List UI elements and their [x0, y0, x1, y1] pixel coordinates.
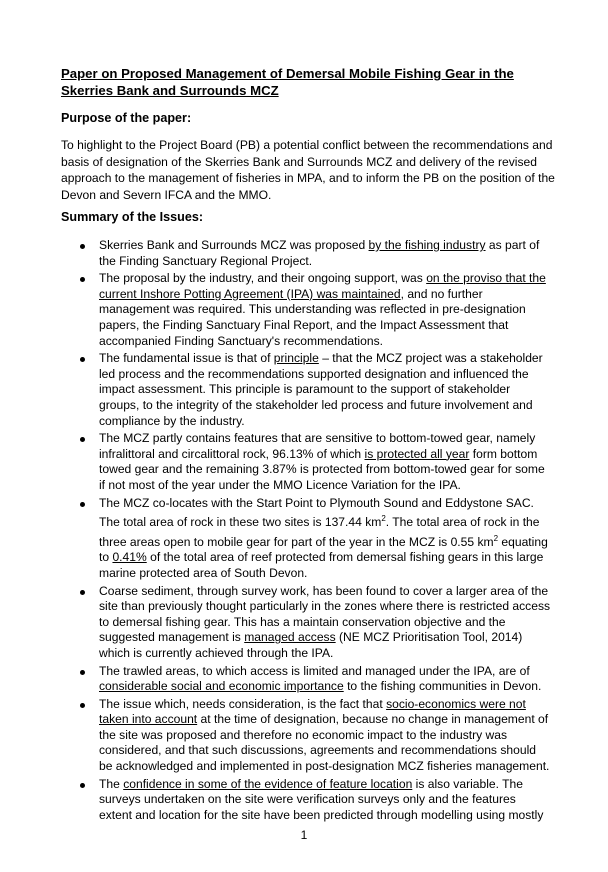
bullet-text: The trawled areas, to which access is limited and managed under the IPA, are of considerable social and economic importance to the fishing communities in Devon.: [99, 663, 542, 694]
bullet-dot-icon: [80, 277, 85, 282]
bullet-item-2: [61, 271, 551, 349]
bullet-text: Skerries Bank and Surrounds MCZ was proposed by the fishing industry as part of the Finding Sanctuary Regional Project.: [99, 238, 540, 268]
bullet-item-5: [61, 496, 551, 582]
bullet-text: The fundamental issue is that of principle – that the MCZ project was a stakeholder led process and the recommendations supported designation and influenced the impact assessment. This principle is paramount to the support of stakeholder groups, to the integrity of the stakeholder led process and future involvement and compliance by the industry.: [99, 351, 543, 428]
bullet-dot-icon: [80, 783, 85, 788]
purpose-paragraph: To highlight to the Project Board (PB) a potential conflict between the recommendations and basis of designation of the Skerries Bank and Surrounds MCZ and delivery of the revised approach to the management of fisheries in MPA, and to inform the PB on the position of the Devon and Severn IFCA and the MMO.: [61, 138, 555, 202]
bullet-text: The MCZ co-locates with the Start Point to Plymouth Sound and Eddystone SAC. The total area of rock in these two sites is 137.44 $km^2$. The total area of rock in the three areas open to mobile gear for part of the year in the MCZ is 0.55 $km^2$ equating to 0.41% of the total area of reef protected from demersal fishing gears in this large marine protected area of South Devon.: [99, 495, 548, 580]
bullet-item-4: [61, 431, 551, 493]
bullet-dot-icon: [80, 670, 85, 675]
bullet-dot-icon: [80, 437, 85, 442]
purpose-heading: Purpose of the paper:: [61, 111, 192, 125]
bullet-item-1: [61, 238, 551, 269]
bullet-dot-icon: [80, 703, 85, 708]
bullet-item-6: [61, 584, 551, 662]
bullet-text: Coarse sediment, through survey work, has been found to cover a larger area of the site than previously thought particularly in the zones where there is restricted access to demersal fishing gear. This has a maintain conservation objective and the suggested management is managed access (NE MCZ Prioritisation Tool, 2014) which is currently achieved through the IPA.: [99, 583, 551, 660]
bullet-item-8: [61, 697, 551, 775]
bullet-dot-icon: [80, 502, 85, 507]
page-number: 1: [300, 828, 308, 842]
bullet-item-3: [61, 351, 551, 429]
bullet-item-7: [61, 664, 551, 695]
bullet-dot-icon: [80, 590, 85, 595]
bullet-text: The issue which, needs consideration, is the fact that socio-economics were not taken into account at the time of designation, because no change in management of the site was proposed and therefore no economic impact to the industry was considered, and that such discussions, agreements and recommendations should be acknowledged and implemented in post-designation MCZ fisheries management.: [99, 696, 550, 774]
bullet-text: The confidence in some of the evidence of feature location is also variable. The surveys undertaken on the site were verification surveys only and the features extent and location for the site have been predicted through modelling using mostly: [99, 776, 544, 822]
document-title: Paper on Proposed Management of Demersal Mobile Fishing Gear in the Skerries Bank and Surrounds MCZ: [61, 66, 514, 98]
bullet-item-9: [61, 777, 551, 824]
summary-heading: Summary of the Issues:: [61, 210, 204, 224]
bullet-text: The MCZ partly contains features that are sensitive to bottom-towed gear, namely infralittoral and circalittoral rock, 96.13% of which is protected all year form bottom towed gear and the remaining 3.87% is protected from bottom-towed gear for some if not most of the year under the MMO Licence Variation for the IPA.: [99, 431, 545, 492]
summary-bullet-list: [61, 238, 551, 825]
bullet-dot-icon: [80, 357, 85, 362]
bullet-text: The proposal by the industry, and their ongoing support, was on the proviso that the current Inshore Potting Agreement (IPA) was maintained, and no further management was required. This understanding was reflected in pre-designation papers, the Finding Sanctuary Final Report, and the Impact Assessment that accompanied Finding Sanctuary's recommendations.: [99, 271, 546, 348]
bullet-dot-icon: [80, 244, 85, 249]
